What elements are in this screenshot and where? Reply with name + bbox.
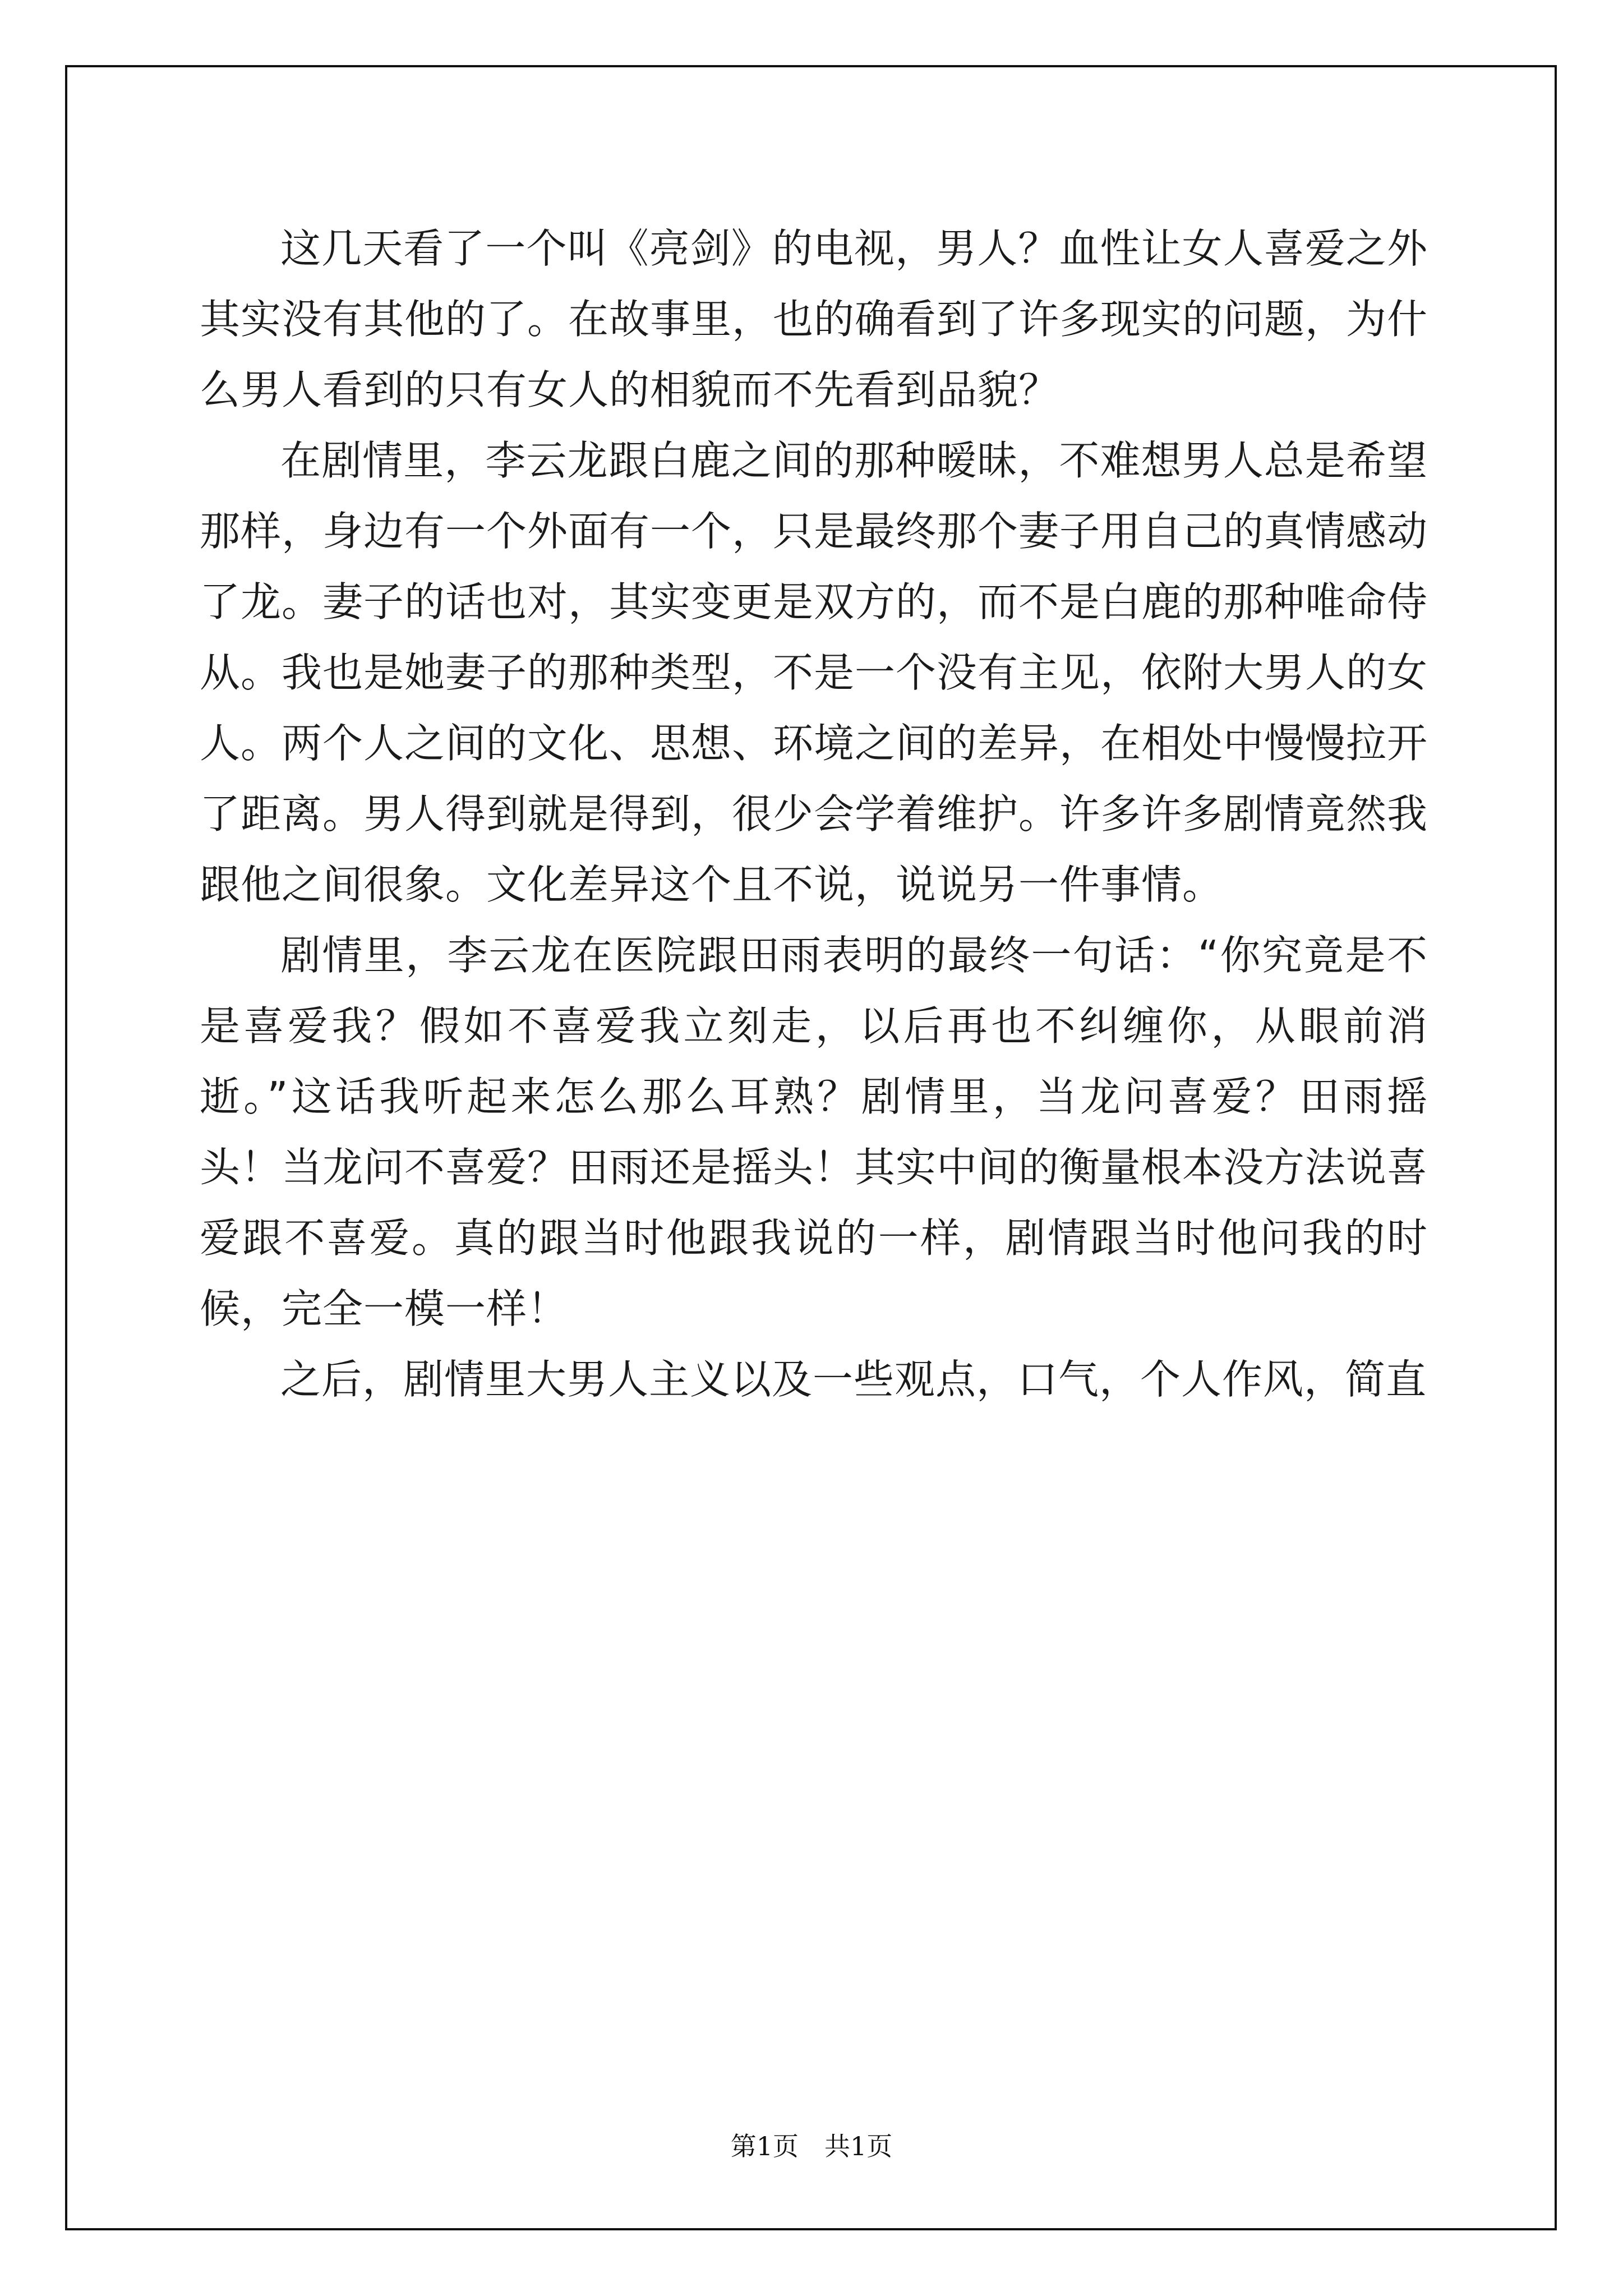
page-number-footer: 第1页 共1页 (730, 2131, 893, 2161)
paragraph-2: 在剧情里，李云龙跟白鹿之间的那种暧昧，不难想男人总是希望那样，身边有一个外面有一个，只是最终那个妻子用自己的真情感动了龙。妻子的话也对，其实变更是双方的，而不是白鹿的那种唯命侍从。我也是她妻子的那种类型，不是一个没有主见，依附大男人的女人。两个人之间的文化、思想、环境之间的差异，在相处中慢慢拉开了距离。男人得到就是得到，很少会学着维护。许多许多剧情竟然我跟他之间很象。文化差异这个且不说，说说另一件事情。 (200, 437, 1428, 908)
paragraph-1: 这几天看了一个叫《亮剑》的电视，男人？血性让女人喜爱之外其实没有其他的了。在故事里，也的确看到了许多现实的问题，为什么男人看到的只有女人的相貌而不先看到品貌？ (200, 225, 1428, 413)
paragraph-3: 剧情里，李云龙在医院跟田雨表明的最终一句话：“你究竟是不是喜爱我？假如不喜爱我立刻走，以后再也不纠缠你，从眼前消逝。”这话我听起来怎么那么耳熟？剧情里，当龙问喜爱？田雨摇头！当龙问不喜爱？田雨还是摇头！其实中间的衡量根本没方法说喜爱跟不喜爱。真的跟当时他跟我说的一样，剧情跟当时他问我的时候，完全一模一样！ (200, 932, 1428, 1332)
paragraph-4: 之后，剧情里大男人主义以及一些观点，口气，个人作风，简直 (280, 1356, 1427, 1403)
document-body (200, 213, 1428, 1415)
